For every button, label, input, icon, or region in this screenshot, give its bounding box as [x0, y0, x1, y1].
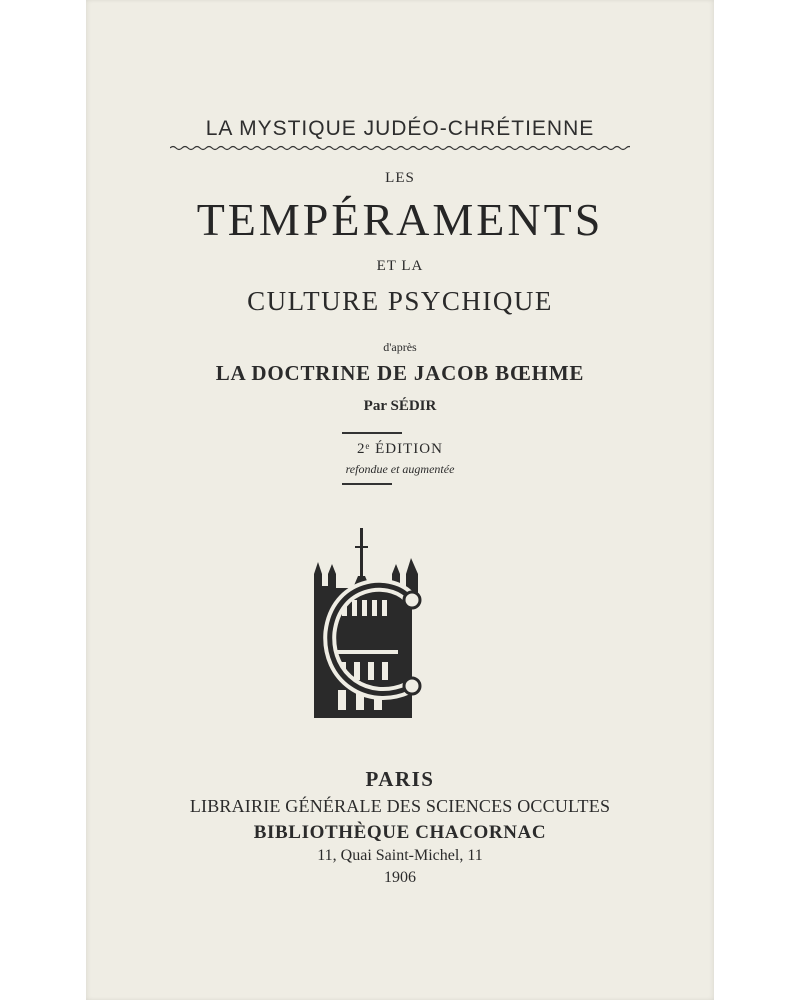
main-title: TEMPÉRAMENTS — [196, 194, 604, 245]
doctrine-line: LA DOCTRINE DE JACOB BŒHME — [215, 361, 585, 385]
subtitle: CULTURE PSYCHIQUE — [247, 286, 553, 316]
publisher-emblem-icon — [296, 528, 436, 718]
title-page — [86, 0, 714, 1000]
edition-note: refondue et augmentée — [345, 462, 455, 476]
wavy-rule — [170, 144, 630, 152]
series-title: LA MYSTIQUE JUDÉO-CHRÉTIENNE — [205, 117, 595, 140]
imprint-publisher: LIBRAIRIE GÉNÉRALE DES SCIENCES OCCULTES — [189, 796, 611, 816]
imprint-year: 1906 — [384, 869, 416, 886]
author: Par SÉDIR — [363, 398, 437, 414]
imprint-address: 11, Quai Saint-Michel, 11 — [317, 847, 483, 864]
divider-rule — [342, 432, 402, 434]
imprint-city: PARIS — [365, 767, 435, 791]
edition: 2ᵉ ÉDITION — [357, 441, 443, 457]
title-pre: LES — [385, 170, 415, 186]
title-dapres: d'après — [383, 340, 417, 354]
imprint-library: BIBLIOTHÈQUE CHACORNAC — [253, 822, 547, 843]
divider-rule — [342, 483, 392, 485]
title-connector: ET LA — [376, 258, 424, 274]
